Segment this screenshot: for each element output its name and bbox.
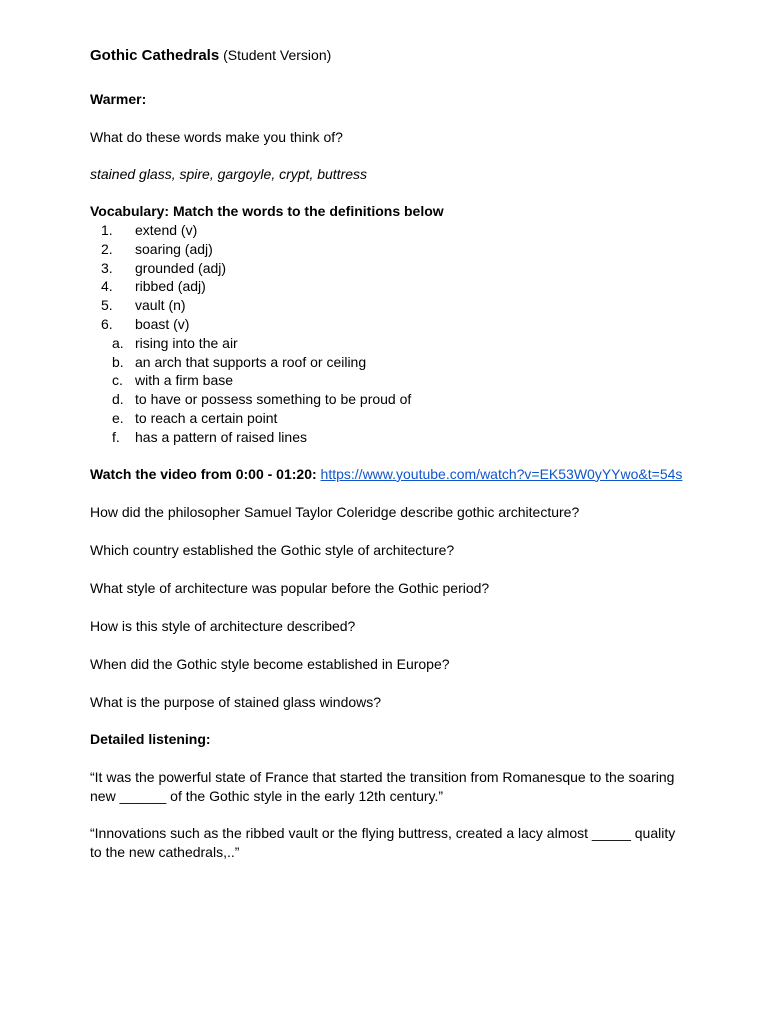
list-item-text: with a firm base: [135, 372, 234, 389]
list-item: [90, 240, 688, 259]
warmer-question: What do these words make you think of?: [90, 129, 343, 145]
list-marker: f.: [112, 428, 120, 445]
comprehension-question: What style of architecture was popular before the Gothic period?: [90, 579, 490, 596]
detailed-listening-heading: Detailed listening:: [90, 730, 211, 747]
list-item: [90, 390, 688, 409]
list-marker: 3.: [101, 259, 113, 276]
list-item-text: has a pattern of raised lines: [135, 428, 307, 445]
warmer-words: stained glass, spire, gargoyle, crypt, buttress: [90, 166, 368, 182]
listening-quote-1: “It was the powerful state of France that started the transition from Romanesque to the soaring new ______ of the Gothic style in the early 12th century.”: [90, 768, 675, 804]
vocabulary-definition-list: [90, 334, 688, 447]
list-item-text: ribbed (adj): [135, 278, 206, 295]
vocabulary-heading: Vocabulary: Match the words to the definitions below: [90, 203, 444, 219]
list-marker: b.: [112, 353, 124, 370]
vocabulary-word-list: [90, 221, 688, 334]
list-item: [90, 296, 688, 315]
video-link[interactable]: https://www.youtube.com/watch?v=EK53W0yYYwo&t=54s: [320, 465, 683, 482]
list-marker: 4.: [101, 278, 113, 295]
video-label: Watch the video from 0:00 - 01:20:: [90, 465, 317, 482]
list-item-text: vault (n): [135, 297, 186, 314]
list-item-text: extend (v): [135, 222, 198, 238]
comprehension-question: How is this style of architecture described?: [90, 617, 356, 634]
warmer-heading: Warmer:: [90, 91, 147, 107]
list-item: [90, 315, 688, 334]
list-marker: 1.: [101, 222, 113, 238]
list-item: [90, 353, 688, 372]
list-item: [90, 277, 688, 296]
list-item-text: to have or possess something to be proud of: [135, 391, 412, 408]
list-item-text: rising into the air: [135, 334, 238, 351]
list-item-text: soaring (adj): [135, 240, 213, 257]
listening-quote-2: “Innovations such as the ribbed vault or the flying buttress, created a lacy almost _____ quality to the new cathedrals,..”: [90, 824, 676, 860]
list-item-text: grounded (adj): [135, 259, 227, 276]
list-item-text: an arch that supports a roof or ceiling: [135, 353, 367, 370]
title-subtitle: (Student Version): [223, 47, 332, 63]
list-item: [90, 334, 688, 353]
list-item: [90, 371, 688, 390]
list-marker: 6.: [101, 315, 113, 332]
video-instruction: [90, 465, 688, 484]
document-title: [90, 46, 688, 65]
list-item: [90, 428, 688, 447]
list-marker: c.: [112, 372, 123, 389]
comprehension-question: How did the philosopher Samuel Taylor Coleridge describe gothic architecture?: [90, 503, 580, 520]
list-marker: e.: [112, 409, 124, 426]
comprehension-question: Which country established the Gothic style of architecture?: [90, 541, 455, 558]
list-marker: a.: [112, 334, 124, 351]
list-marker: d.: [112, 391, 124, 408]
list-item-text: to reach a certain point: [135, 409, 278, 426]
list-item: [90, 259, 688, 278]
comprehension-question: What is the purpose of stained glass windows?: [90, 693, 382, 710]
list-item: [90, 409, 688, 428]
list-marker: 5.: [101, 297, 113, 314]
list-item-text: boast (v): [135, 315, 190, 332]
list-item: [90, 221, 688, 240]
comprehension-question: When did the Gothic style become established in Europe?: [90, 655, 450, 672]
list-marker: 2.: [101, 240, 113, 257]
title-main: Gothic Cathedrals: [90, 47, 220, 64]
